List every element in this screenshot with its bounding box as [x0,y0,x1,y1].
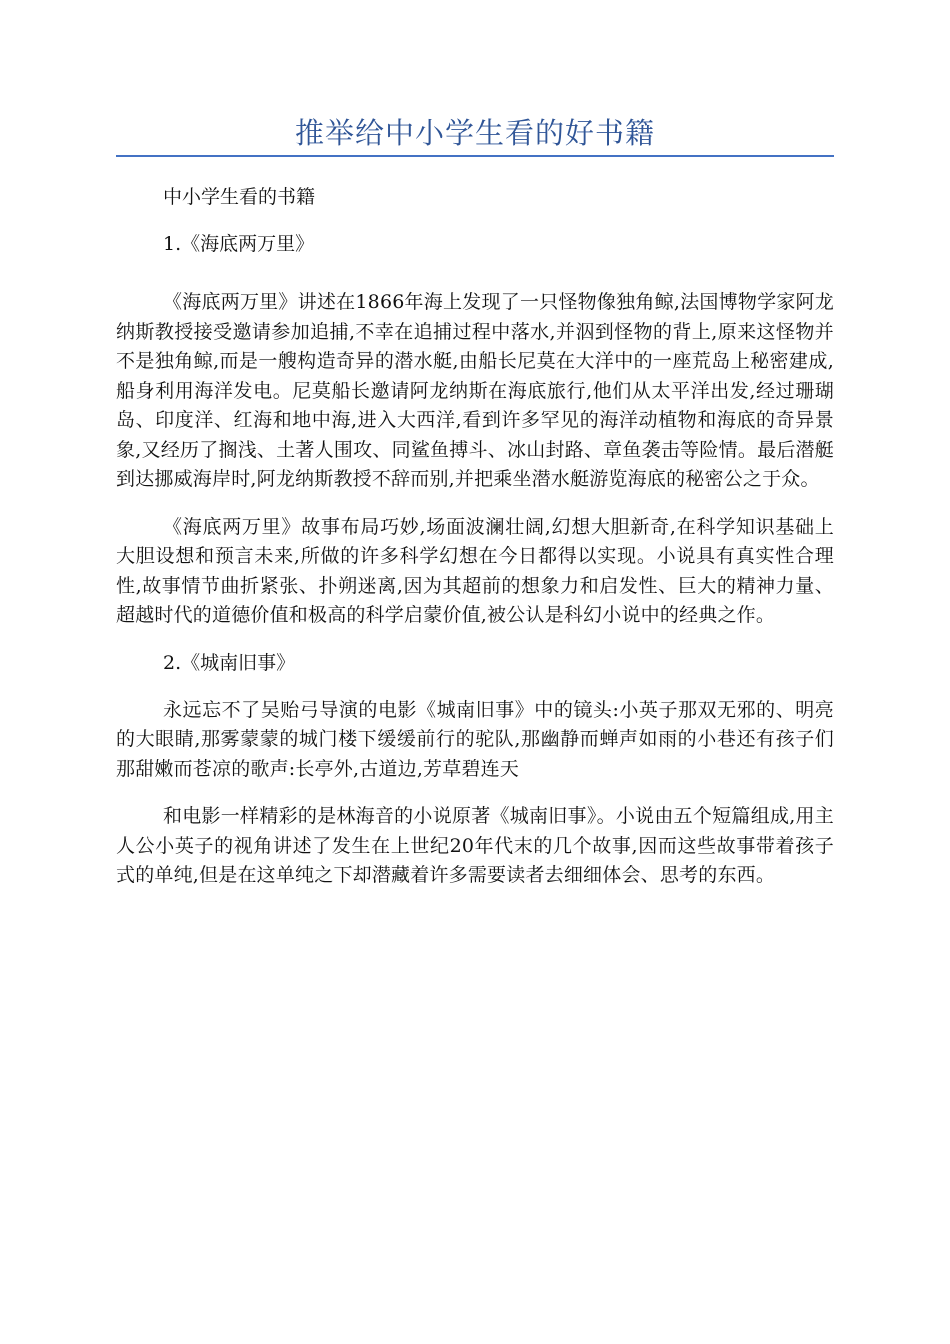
book-heading-2: 2.《城南旧事》 [163,651,296,674]
document-title: 推举给中小学生看的好书籍 [294,116,655,150]
book-heading-1: 1.《海底两万里》 [163,233,315,255]
section-heading: 中小学生看的书籍 [163,186,316,208]
book1-paragraph-2: 《海底两万里》故事布局巧妙,场面波澜壮阔,幻想大胆新奇,在科学知识基础上大胆设想和预言未来,所做的许多科学幻想在今日都得以实现。小说具有真实性合理性,故事情节曲折紧张、扑朔迷离,因为其超前的想象力和启发性、巨大的精神力量、超越时代的道德价值和极高的科学启蒙价值,被公认是科幻小说中的经典之作。 [116,515,834,626]
document-body [116,183,834,891]
book1-paragraph-1: 《海底两万里》讲述在1866年海上发现了一只怪物像独角鲸,法国博物学家阿龙纳斯教授接受邀请参加追捕,不幸在追捕过程中落水,并泅到怪物的背上,原来这怪物并不是独角鲸,而是一艘构造奇异的潜水艇,由船长尼莫在大洋中的一座荒岛上秘密建成,船身利用海洋发电。尼莫船长邀请阿龙纳斯在海底旅行,他们从太平洋出发,经过珊瑚岛、印度洋、红海和地中海,进入大西洋,看到许多罕见的海洋动植物和海底的奇异景象,又经历了搁浅、土著人围攻、同鲨鱼搏斗、冰山封路、章鱼袭击等险情。最后潜艇到达挪威海岸时,阿龙纳斯教授不辞而别,并把乘坐潜水艇游览海底的秘密公之于众。 [116,291,834,490]
document-page [116,0,834,891]
title-underline [116,155,834,157]
book2-paragraph-2: 和电影一样精彩的是林海音的小说原著《城南旧事》。小说由五个短篇组成,用主人公小英子的视角讲述了发生在上世纪20年代末的几个故事,因而这些故事带着孩子式的单纯,但是在这单纯之下却潜藏着许多需要读者去细细体会、思考的东西。 [116,805,834,886]
book2-paragraph-1: 永远忘不了吴贻弓导演的电影《城南旧事》中的镜头:小英子那双无邪的、明亮的大眼睛,那雾蒙蒙的城门楼下缓缓前行的驼队,那幽静而蝉声如雨的小巷还有孩子们那甜嫩而苍凉的歌声:长亭外,古道边,芳草碧连天 [116,698,834,780]
